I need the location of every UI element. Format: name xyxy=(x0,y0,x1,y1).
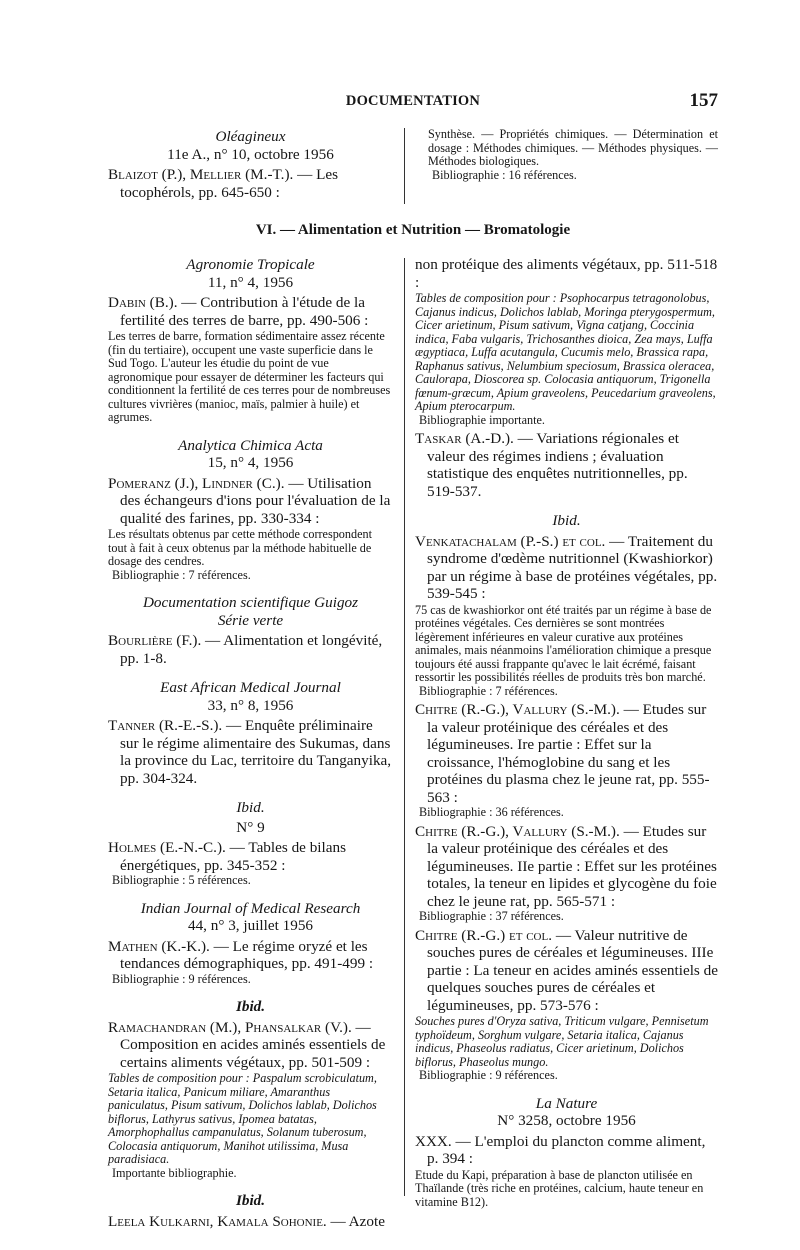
entry-bibliography: Bibliographie : 9 références. xyxy=(112,971,251,986)
entry-authors: Chitre (R.-G.) et col. xyxy=(415,926,553,944)
journal-volume: 15, n° 4, 1956 xyxy=(207,454,294,471)
entry-title: — Utilisation des échangeurs d'ions pour l'évaluation de la qualité des farines, pp. 330-334 : xyxy=(120,474,391,527)
entry xyxy=(108,839,393,874)
entry-title: — Enquête préliminaire sur le régime alimentaire des Sukumas, dans la province du Lac, territoire du Tanganyika, pp. 304-324. xyxy=(120,717,392,787)
entry-title: — Contribution à l'étude de la fertilité des terres de barre, pp. 490-506 : xyxy=(120,294,369,329)
entry-authors: Taskar (A.-D.). xyxy=(415,430,514,447)
page-header xyxy=(108,90,718,114)
entry-abstract: 75 cas de kwashiorkor ont été traités par un régime à base de protéines végétales. Ces dernières se sont montrées légèrement inférieures en valeur curative aux protéines animales, mais néanmoins l'amélioration chimique a presque toujours été aussi frappante qu'avec le lait écrémé, faisant ressortir les possibilités réelles de produits très bon marché. xyxy=(415,602,712,684)
entry xyxy=(108,475,393,528)
journal-volume: 33, n° 8, 1956 xyxy=(207,696,294,714)
entry-title: — Alimentation et longévité, pp. 1-8. xyxy=(120,632,383,667)
journal-series: Série verte xyxy=(217,611,284,629)
journal-volume: N° 3258, octobre 1956 xyxy=(497,1112,636,1129)
entry-bibliography: Bibliographie : 36 références. xyxy=(419,805,564,819)
entry-bibliography: Bibliographie : 5 références. xyxy=(112,873,251,887)
entry-authors: Venkatachalam (P.-S.) et col. xyxy=(415,532,606,550)
entry-abstract: Souches pures d'Oryza sativa, Triticum vulgare, Pennisetum typhoïdeum, Sorghum vulgare, Setaria italica, Cajanus indicus, Phaseolus radiatus, Cicer arietinum, Dolichos biflorus, Phaseolus mungo. xyxy=(415,1014,709,1069)
entry-bibliography: Importante bibliographie. xyxy=(112,1165,237,1180)
entry-abstract: Etude du Kapi, préparation à base de plancton utilisée en Thaïlande (très riche en protéines, calcium, haute teneur en vitamine B12). xyxy=(415,1167,704,1209)
entry xyxy=(415,701,718,806)
left-column xyxy=(108,256,393,1230)
entry-abstract: Les résultats obtenus par cette méthode correspondent tout à fait à ceux obtenus par la méthode habituelle de dosage des cendres. xyxy=(108,527,372,568)
page-number: 157 xyxy=(689,90,718,111)
entry-title: — L'emploi du plancton comme aliment, p. 394 : xyxy=(427,1132,706,1167)
journal-title: East African Medical Journal xyxy=(160,679,341,696)
entry-authors: Holmes (E.-N.-C.). xyxy=(108,839,226,856)
entry xyxy=(415,1133,718,1168)
entry-authors: Leela Kulkarni, Kamala Sohonie. xyxy=(108,1212,327,1230)
column-divider xyxy=(404,128,405,204)
entry-bibliography: Bibliographie : 7 références. xyxy=(112,567,251,582)
entry-title: — Variations régionales et valeur des régimes indiens ; évaluation statistique des enquêtes nutritionnelles, pp. 519-537. xyxy=(427,430,688,500)
entry-bibliography: Bibliographie : 16 références. xyxy=(432,167,577,182)
entry xyxy=(415,430,718,500)
entry xyxy=(108,632,393,667)
entry-authors: Chitre (R.-G.), Vallury (S.-M.). xyxy=(415,822,620,840)
entry-title: — Etudes sur la valeur protéinique des céréales et des légumineuses. IIe partie : Effet sur les protéines totales, la teneur en lipides et glycogène du foie chez le jeune rat, pp. 565-571 : xyxy=(427,822,717,910)
journal-title: La Nature xyxy=(535,1094,598,1112)
entry xyxy=(415,927,718,1015)
right-column xyxy=(415,256,718,1209)
entry-authors: XXX. xyxy=(415,1132,452,1150)
ibid-heading: Ibid. xyxy=(235,998,266,1015)
journal-title: Indian Journal of Medical Research xyxy=(140,899,361,917)
entry-authors: Ramachandran (M.), Phansalkar (V.). xyxy=(108,1018,352,1036)
entry-continuation-title: non protéique des aliments végétaux, pp. 511-518 : xyxy=(415,256,718,291)
entry-title: — Composition en acides aminés essentiels de certains aliments végétaux, pp. 501-509 : xyxy=(120,1018,386,1071)
entry xyxy=(108,166,393,201)
journal-title: Analytica Chimica Acta xyxy=(178,436,323,454)
entry-title: — Les tocophérols, pp. 645-650 : xyxy=(120,166,339,201)
journal-volume: 11e A., n° 10, octobre 1956 xyxy=(167,145,334,163)
journal-title: Oléagineux xyxy=(215,128,286,145)
entry-authors: Pomeranz (J.), Lindner (C.). xyxy=(108,474,285,492)
entry-bibliography: Bibliographie : 9 références. xyxy=(419,1068,558,1082)
entry-abstract: Les terres de barre, formation sédimentaire assez récente (fin du tertiaire), occupent une vaste superficie dans le Sud Togo. L'auteur les étudie du point de vue agronomique pour essayer de déterminer les facteurs qui conditionnent la fertilité de ces terres pour de nombreuses cultures vivrières (manioc, maïs, palmier à huile) et agrumes. xyxy=(108,329,391,424)
entry xyxy=(108,1019,393,1072)
entry-bibliography: Bibliographie importante. xyxy=(419,412,545,427)
entry-authors: Mathen (K.-K.). xyxy=(108,937,210,955)
ibid-heading: Ibid. xyxy=(552,512,581,529)
entry-title: — Traitement du syndrome d'œdème nutritionnel (Kwashiorkor) par un régime à base de protéines végétales, pp. 539-545 : xyxy=(427,532,718,602)
section-title: VI. — Alimentation et Nutrition — Bromatologie xyxy=(255,222,571,238)
entry-title: — Valeur nutritive de souches pures de céréales et légumineuses. IIIe partie : La teneur en acides aminés essentiels de quelques souches pures de céréales et légumineuses, pp. 573-576 : xyxy=(427,926,718,1014)
issue-number: N° 9 xyxy=(236,818,265,836)
entry-abstract: Tables de composition pour : Paspalum scrobiculatum, Setaria italica, Panicum miliare, Amaranthus paniculatus, Pisum sativum, Dolichos lablab, Dolichos biflorus, Lathyrus sativus, Ipomea batatas, Amorphophallus campanulatus, Solanum tuberosum, Colocasia antiquorum, Manihot utilissima, Musa paradisiaca. xyxy=(108,1071,377,1166)
ibid-heading: Ibid. xyxy=(236,799,265,816)
journal-volume: 11, n° 4, 1956 xyxy=(207,273,294,291)
entry-title: — Le régime oryzé et les tendances démographiques, pp. 491-499 : xyxy=(120,937,374,972)
entry xyxy=(415,533,718,603)
top-left-column xyxy=(108,128,393,201)
entry-authors: Blaizot (P.), Mellier (M.-T.). xyxy=(108,166,294,183)
entry xyxy=(108,938,393,973)
entry-abstract: Tables de composition pour : Psophocarpus tetragonolobus, Cajanus indicus, Dolichos lablab, Moringa pterygospermum, Cicer arietinum, Pisum sativum, Vigna catjang, Coccinia indica, Faba vulgaris, Trichosanthes dioica, Zea mays, Luffa ægyptiaca, Luffa acutangula, Cucumis melo, Brassica rapa, Raphanus sativus, Nelumbium speciosum, Brassica oleracea, Caulorapa, Dioscorea sp. Colocasia antiquorum, Trigonella fœnum-græcum, Apium graveolens, Peucedarium graveolens, Apium pterocarpum. xyxy=(415,291,716,413)
entry-title: — Azote xyxy=(330,1212,385,1230)
entry-authors: Chitre (R.-G.), Vallury (S.-M.). xyxy=(415,701,620,718)
journal-title: Agronomie Tropicale xyxy=(186,256,315,273)
entry-title: — Tables de bilans énergétiques, pp. 345-352 : xyxy=(120,839,346,874)
journal-volume: 44, n° 3, juillet 1956 xyxy=(187,917,314,934)
entry xyxy=(415,823,718,911)
entry-title: — Etudes sur la valeur protéinique des céréales et des légumineuses. Ire partie : Effet sur la croissance, l'hémoglobine du sang et les protéines du plasma chez le jeune rat, pp. 555-563 : xyxy=(427,701,710,806)
entry-authors: Tanner (R.-E.-S.). xyxy=(108,717,223,734)
ibid-heading: Ibid. xyxy=(235,1192,266,1209)
entry xyxy=(108,1213,393,1231)
entry-bibliography: Bibliographie : 7 références. xyxy=(419,683,558,698)
entry-bibliography: Bibliographie : 37 références. xyxy=(419,909,564,923)
entry xyxy=(108,294,393,329)
column-divider xyxy=(404,258,405,1196)
entry xyxy=(108,717,393,787)
journal-title: Documentation scientifique Guigoz xyxy=(142,594,359,611)
top-right-column xyxy=(428,128,718,182)
entry-authors: Dabin (B.). xyxy=(108,294,178,311)
entry-abstract: Synthèse. — Propriétés chimiques. — Détermination et dosage : Méthodes chimiques. — Méthodes physiques. — Méthodes biologiques. xyxy=(428,127,718,168)
running-head: DOCUMENTATION xyxy=(345,93,481,109)
entry-authors: Bourlière (F.). xyxy=(108,632,202,649)
